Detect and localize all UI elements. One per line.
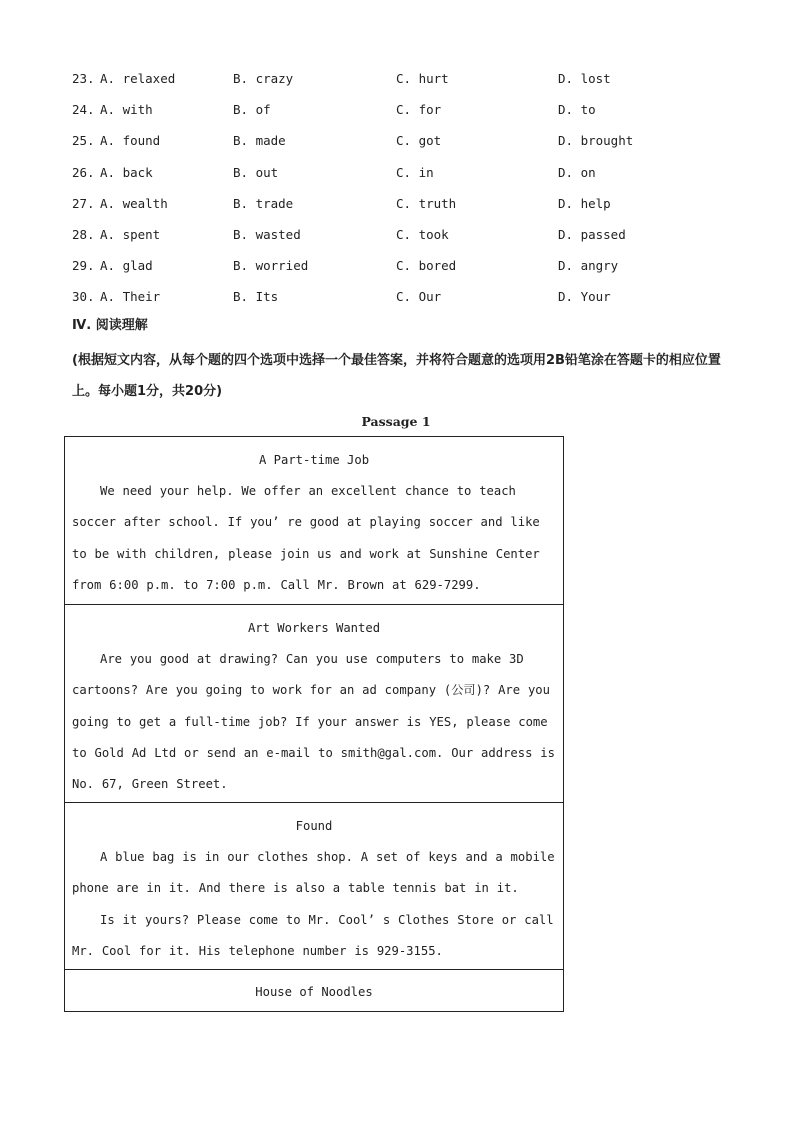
ad-title: Found [295, 819, 333, 833]
option-b: B. out [233, 164, 279, 180]
option-a: A. wealth [100, 195, 168, 211]
option-d: D. passed [558, 226, 626, 242]
option-c: C. truth [396, 195, 457, 211]
option-d: D. brought [558, 133, 634, 149]
option-a: A. with [100, 102, 153, 118]
question-number: 23. [72, 71, 95, 86]
passage-title: Passage 1 [361, 414, 431, 429]
option-d: D. help [558, 195, 611, 211]
option-a: A. back [100, 164, 153, 180]
ad-house-of-noodles [64, 970, 564, 1012]
option-b: B. wasted [233, 226, 301, 242]
ad-part-time-job [64, 437, 564, 605]
option-b: B. Its [233, 289, 279, 305]
ad-paragraph: Are you good at drawing? Can you use computers to make 3D cartoons? Are you going to work for an ad company (公司)? Are you going to get a full-time job? If your answer is YES, please come to Gold Ad Ltd or send an e-mail to smith@gal.com. Our address is No. 67, Green Street. [72, 652, 555, 792]
ad-title: House of Noodles [255, 985, 373, 999]
option-a: A. found [100, 133, 161, 149]
question-number: 29. [72, 258, 95, 274]
option-c: C. Our [396, 289, 442, 305]
question-number: 25. [72, 133, 95, 149]
option-c: C. got [396, 133, 442, 149]
option-c: C. for [396, 102, 442, 118]
ads-table [64, 436, 564, 1012]
ad-art-workers-wanted [64, 605, 564, 803]
option-b: B. of [233, 102, 271, 118]
question-number: 24. [72, 102, 95, 118]
option-b: B. worried [233, 258, 309, 274]
ad-paragraph: We need your help. We offer an excellent chance to teach soccer after school. If you’ re good at playing soccer and like to be with children, please join us and work at Sunshine Center from 6:00 p.m. to 7:00 p.m. Call Mr. Brown at 629-7299. [72, 484, 540, 592]
option-a: A. Their [100, 289, 161, 305]
option-a: A. glad [100, 258, 153, 274]
option-d: D. lost [558, 71, 611, 86]
question-number: 26. [72, 164, 95, 180]
option-c: C. hurt [396, 71, 449, 86]
option-b: B. made [233, 133, 286, 149]
option-b: B. trade [233, 195, 294, 211]
option-d: D. Your [558, 289, 611, 305]
option-c: C. in [396, 164, 434, 180]
option-d: D. angry [558, 258, 619, 274]
option-a: A. relaxed [100, 71, 176, 86]
question-number: 30. [72, 289, 95, 305]
option-d: D. to [558, 102, 596, 118]
option-c: C. took [396, 226, 449, 242]
option-d: D. on [558, 164, 596, 180]
option-a: A. spent [100, 226, 161, 242]
ad-found [64, 803, 564, 970]
option-c: C. bored [396, 258, 457, 274]
ad-paragraph: Is it yours? Please come to Mr. Cool’ s Clothes Store or call Mr. Cool for it. His telephone number is 929-3155. [72, 912, 554, 958]
question-number: 27. [72, 195, 95, 211]
section-title: Ⅳ. 阅读理解 [72, 318, 148, 333]
ad-title: A Part-time Job [258, 453, 370, 467]
question-number: 28. [72, 226, 95, 242]
ad-title: Art Workers Wanted [247, 621, 381, 635]
ad-paragraph: A blue bag is in our clothes shop. A set of keys and a mobile phone are in it. And there is also a table tennis bat in it. [72, 850, 555, 896]
option-b: B. crazy [233, 71, 294, 86]
section-instructions: (根据短文内容，从每个题的四个选项中选择一个最佳答案，并将符合题意的选项用2B铅笔涂在答题卡的相应位置上。每小题1分，共20分) [72, 353, 721, 399]
